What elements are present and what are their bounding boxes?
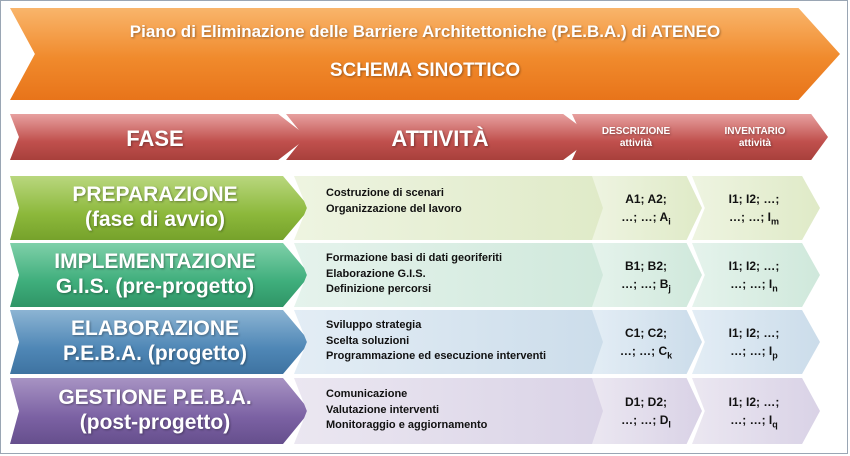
phase-implementazione-label [14, 249, 296, 299]
header-title: Piano di Eliminazione delle Barriere Architettoniche (P.E.B.A.) di ATENEO [129, 22, 721, 41]
column-attivita-label: ATTIVITÀ [391, 126, 489, 151]
code-line2: …; …; I [730, 277, 773, 291]
phase-name-line2: (fase di avvio) [84, 208, 226, 231]
code-subscript: j [668, 283, 671, 294]
activity-item: Organizzazione del lavoro [326, 202, 462, 215]
code-subscript: l [668, 419, 671, 430]
code-line2: …; …; C [619, 344, 668, 358]
code-subscript: i [668, 216, 671, 227]
code-line1: D1; D2; [624, 395, 667, 409]
activities-elaborazione-list [326, 318, 601, 365]
code-line1: B1; B2; [624, 259, 667, 273]
column-descrizione-line1: DESCRIZIONE [601, 126, 671, 137]
code-line2: …; …; A [621, 210, 669, 224]
column-inventario-line2: attività [738, 138, 772, 149]
descrizione-preparazione-codes [598, 190, 694, 230]
code-line1: A1; A2; [625, 192, 667, 206]
column-inventario-label [696, 126, 814, 150]
column-inventario-line1: INVENTARIO [724, 126, 786, 137]
code-line2: …; …; B [621, 277, 669, 291]
column-fase-label: FASE [126, 126, 184, 151]
code-line1: I1; I2; …; [728, 326, 780, 340]
activities-preparazione-list [326, 186, 596, 217]
activity-item: Sviluppo strategia [326, 319, 422, 331]
code-subscript: q [772, 419, 778, 430]
code-line1: I1; I2; …; [728, 395, 780, 409]
phase-name-line1: IMPLEMENTAZIONE [54, 250, 256, 273]
phase-name-line1: PREPARAZIONE [72, 183, 238, 206]
code-line2: …; …; I [730, 413, 773, 427]
activity-item: Monitoraggio e aggiornamento [326, 419, 488, 431]
code-subscript: m [770, 216, 779, 227]
inventario-implementazione-codes [700, 257, 808, 297]
phase-name-line1: GESTIONE P.E.B.A. [58, 386, 252, 409]
activities-implementazione-list [326, 251, 596, 298]
code-line1: I1; I2; …; [728, 259, 780, 273]
inventario-preparazione-codes [700, 190, 808, 230]
activities-gestione-list [326, 387, 596, 434]
code-line2: …; …; D [621, 413, 669, 427]
phase-name-line1: ELABORAZIONE [71, 317, 239, 340]
descrizione-implementazione-codes [598, 257, 694, 297]
code-subscript: p [772, 350, 778, 361]
column-descrizione-line2: attività [619, 138, 653, 149]
code-subscript: n [772, 283, 778, 294]
phase-name-line2: G.I.S. (pre-progetto) [55, 275, 255, 298]
header-subtitle: SCHEMA SINOTTICO [329, 60, 521, 81]
column-descrizione-label [580, 126, 692, 150]
phase-gestione-label [14, 385, 296, 435]
activity-item: Elaborazione G.I.S. [326, 267, 426, 280]
code-line2: …; …; I [730, 344, 773, 358]
descrizione-gestione-codes [598, 393, 694, 433]
code-line1: I1; I2; …; [728, 192, 780, 206]
activity-item: Scelta soluzioni [326, 334, 410, 347]
descrizione-elaborazione-codes [598, 324, 694, 364]
activity-item: Costruzione di scenari [326, 187, 444, 199]
activity-item: Definizione percorsi [326, 283, 432, 295]
inventario-elaborazione-codes [700, 324, 808, 364]
activity-item: Programmazione ed esecuzione interventi [326, 350, 547, 362]
code-subscript: k [667, 350, 673, 361]
code-line2: …; …; I [728, 210, 771, 224]
activity-item: Valutazione interventi [326, 403, 440, 416]
activity-item: Formazione basi di dati georiferiti [326, 252, 503, 264]
phase-name-line2: (post-progetto) [79, 411, 231, 434]
phase-elaborazione-label [14, 316, 296, 366]
activity-item: Comunicazione [326, 388, 408, 400]
phase-name-line2: P.E.B.A. (progetto) [63, 342, 247, 365]
phase-preparazione-label [14, 182, 296, 232]
inventario-gestione-codes [700, 393, 808, 433]
code-line1: C1; C2; [624, 326, 667, 340]
